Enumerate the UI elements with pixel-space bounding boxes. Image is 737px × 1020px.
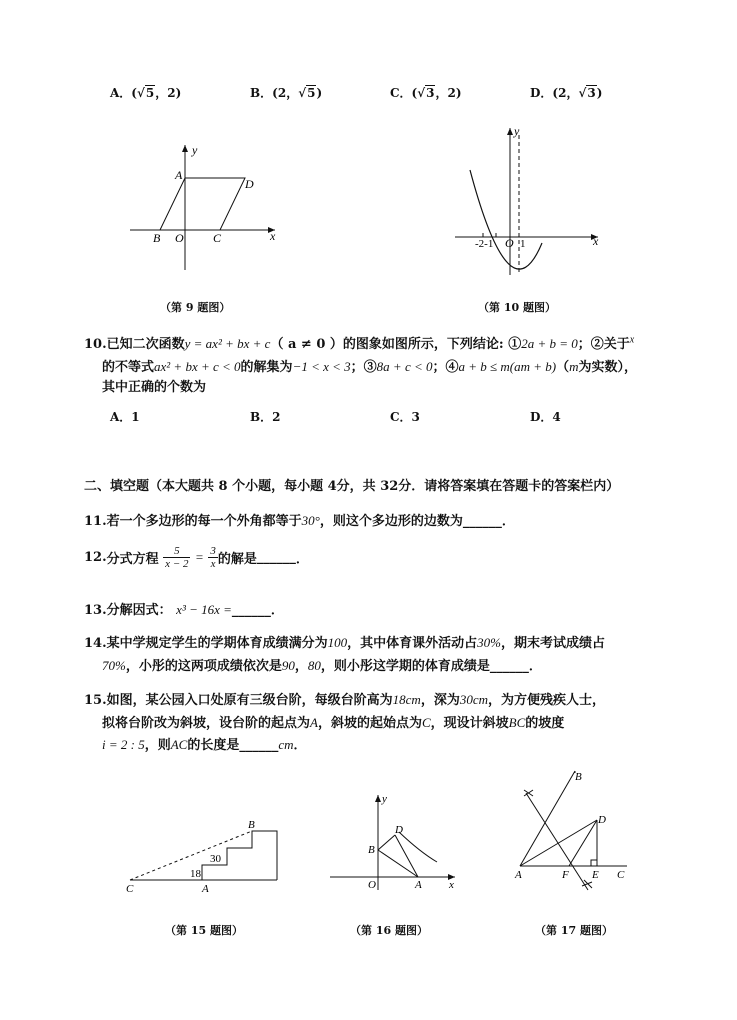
q14-line2: 70%，小彤的这两项成绩依次是90，80，则小彤这学期的体育成绩是______． [102,658,542,674]
q11: 11.若一个多边形的每一个外角都等于30°，则这个多边形的边数为______． [84,513,515,529]
q9-option-b: B．(2，√5) [250,86,323,100]
fig10-label-o: O [505,236,514,250]
fig17-label-f: F [562,869,569,881]
fig15-label-b: B [248,819,255,831]
fig10-caption: （第 10 题图） [478,301,556,314]
fig9-label-x: x [270,229,276,243]
fig10-label-x: x [593,234,599,248]
fig15-label-30: 30 [210,853,221,865]
figure-15 [120,815,290,895]
q15-line2: 拟将台阶改为斜坡，设台阶的起点为A，斜坡的起始点为C，现设计斜坡BC的坡度 [102,715,565,731]
q9-option-c: C．(√3，2) [390,86,462,100]
fig10-label-ticks: -2-1 [475,238,494,250]
figure-16 [325,792,465,892]
fig9-label-b: B [153,231,161,245]
fig9-label-a: A [175,168,183,182]
fig17-label-d: D [598,814,606,826]
fig16-label-d: D [395,824,403,836]
fig16-caption: （第 16 题图） [350,924,428,937]
fig16-label-a: A [415,879,422,891]
fig16-label-y: y [382,793,387,805]
q10-line3: 其中正确的个数为 [102,380,207,395]
q9-option-d: D．(2，√3) [530,86,603,100]
fig16-label-b: B [368,844,375,856]
fig17-label-b: B [575,771,582,783]
fig17-label-a: A [515,869,522,881]
fig15-label-18: 18 [190,868,201,880]
fig15-label-a: A [202,883,209,895]
fig15-label-c: C [126,883,134,895]
q10-option-c: C．3 [390,410,420,424]
fig16-label-o: O [368,879,376,891]
fig17-label-c: C [617,869,625,881]
q15-line1: 15.如图，某公园入口处原有三级台阶，每级台阶高为18cm，深为30cm，为方便残疾人士， [84,692,606,708]
fig9-label-d: D [245,177,254,191]
q14-line1: 14.某中学规定学生的学期体育成绩满分为100，其中体育课外活动占30%，期末考试成绩占 [84,635,606,651]
q10-option-b: B．2 [250,410,281,424]
figure-10 [450,125,610,280]
fig10-label-y: y [514,124,520,138]
fig15-caption: （第 15 题图） [165,924,243,937]
q15-line3: i = 2 : 5，则AC的长度是______cm． [102,737,307,753]
q12: 12.分式方程 $\frac{5}{x - 2}$ = $\frac{3}{x}$ 的解是______． [84,545,309,570]
fig10-label-one: 1 [520,238,526,250]
q9-option-a: A．(√5，2) [110,86,182,100]
q10-option-d: D．4 [530,410,561,424]
q10-option-a: A．1 [110,410,140,424]
q10-line1: 10.已知二次函数y = ax² + bx + c（ a ≠ 0 ）的图象如图所示，下列结论: ①2a + b = 0；②关于$^x$ [84,334,635,352]
fig9-caption: （第 9 题图） [160,301,231,314]
fig9-label-y: y [192,143,198,157]
fig16-label-x: x [449,879,454,891]
q10-line2: 的不等式ax² + bx + c < 0的解集为−1 < x < 3；③8a + c < 0；④a + b ≤ m(am + b)（m为实数）， [102,359,638,375]
section-2-heading: 二、填空题（本大题共 8 个小题，每小题 4分，共 32分．请将答案填在答题卡的答案栏内） [84,479,620,494]
fig9-label-c: C [213,231,222,245]
figure-17 [512,768,637,898]
q13: 13.分解因式： x³ − 16x =______． [84,602,284,618]
figure-9 [125,140,285,280]
fig9-label-o: O [175,231,184,245]
fig17-label-e: E [592,869,599,881]
fig17-caption: （第 17 题图） [535,924,613,937]
